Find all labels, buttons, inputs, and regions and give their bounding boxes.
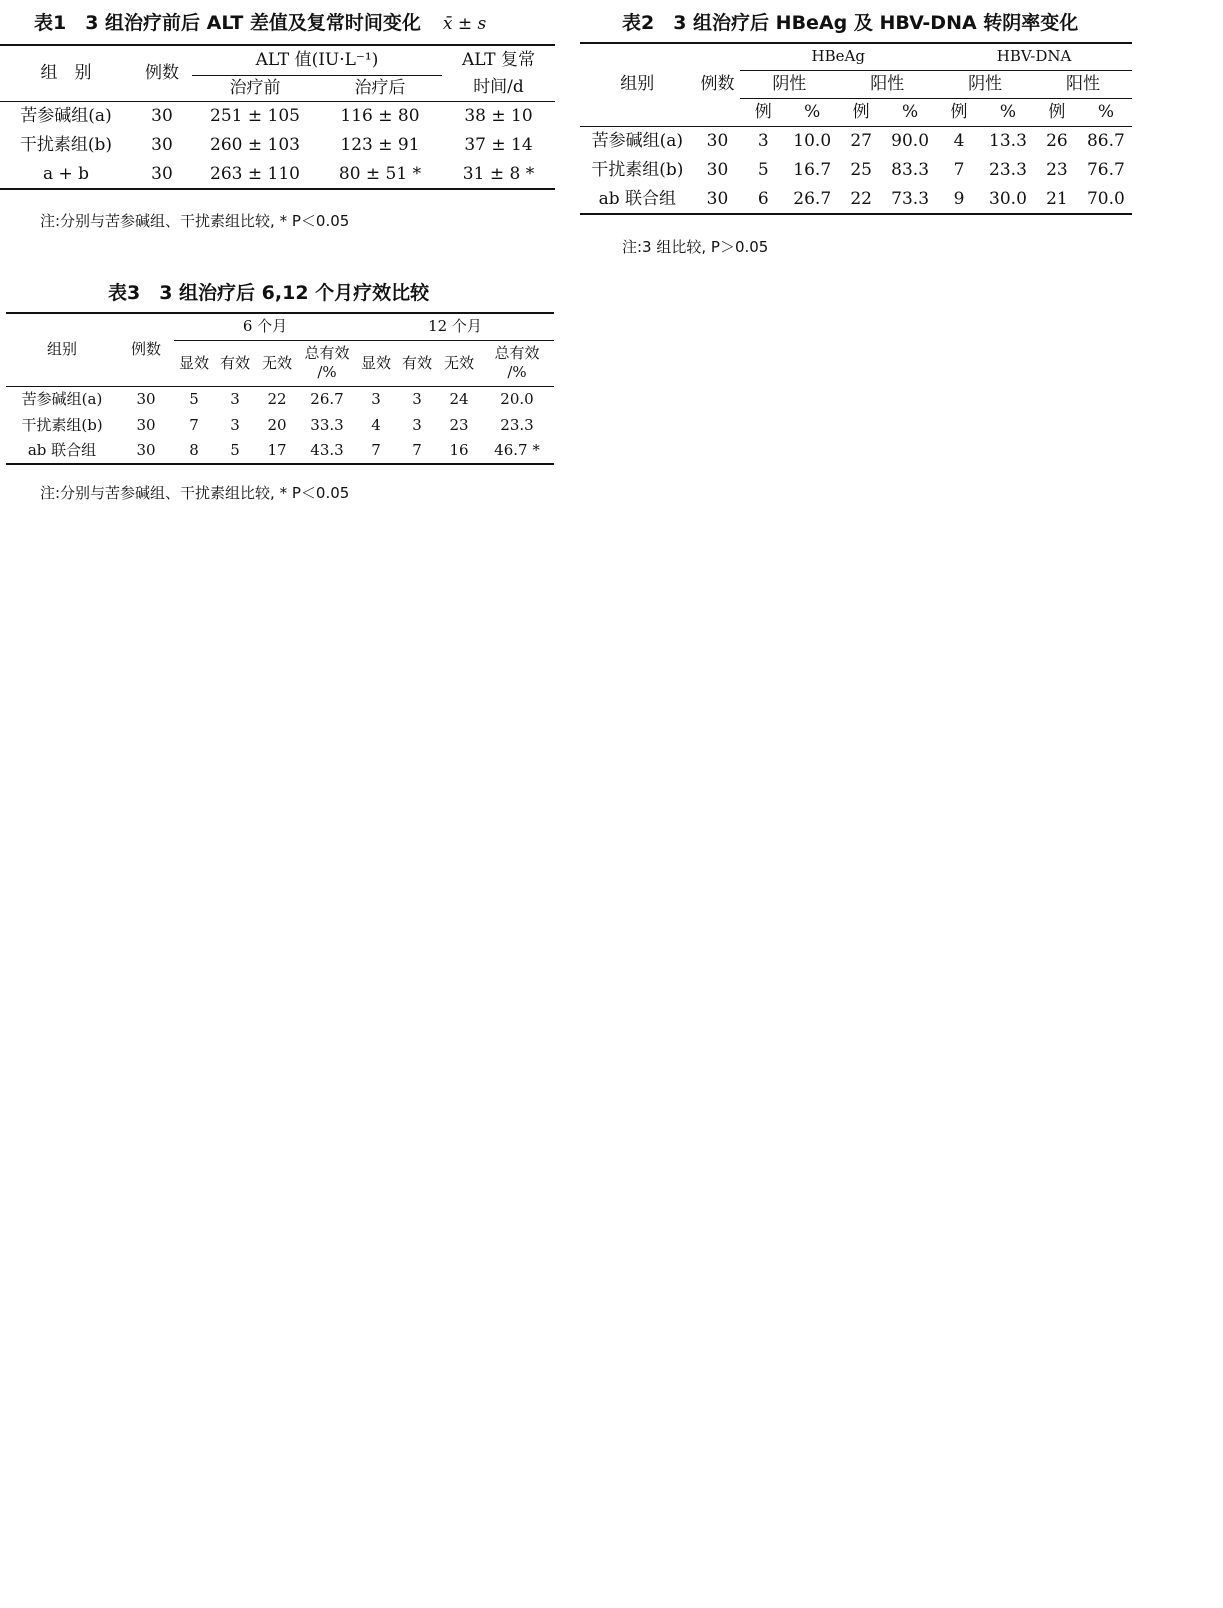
t1-r2-cases: 30 xyxy=(151,163,173,184)
t2-sub-pct-2: % xyxy=(902,101,919,122)
t1-r1-after: 123 ± 91 xyxy=(340,135,420,155)
t3-sub-total-6-l1: 总有效 xyxy=(304,343,350,362)
t1-header-group: 组 别 xyxy=(0,45,132,101)
t3-sub-ineffective-6: 无效 xyxy=(261,353,292,372)
t2-cell: 7 xyxy=(953,160,965,180)
t2-cell: 9 xyxy=(953,188,965,209)
t1-r0-after: 116 ± 80 xyxy=(340,105,420,126)
t3-cell: 5 xyxy=(230,441,240,459)
t1-header-recovery-2: 时间/d xyxy=(473,77,524,98)
t1-r2-before: 263 ± 110 xyxy=(210,163,300,184)
t3-sub-marked-6: 显效 xyxy=(178,353,209,372)
t1-r0-cases: 30 xyxy=(151,105,173,126)
t3-sub-effective-6: 有效 xyxy=(219,353,250,372)
t1-r0-group: 苦参碱组(a) xyxy=(20,105,112,126)
t2-r1-cases: 30 xyxy=(706,160,729,180)
t3-cell: 3 xyxy=(371,390,381,409)
t1-r1-group: 干扰素组(b) xyxy=(19,135,113,155)
t3-r1-group: 干扰素组(b) xyxy=(21,416,103,434)
t2-cell: 21 xyxy=(1046,188,1068,209)
t3-cell: 4 xyxy=(371,416,381,434)
t2-cell: 3 xyxy=(757,130,769,151)
t3-cell: 3 xyxy=(412,416,422,434)
t3-cell: 23.3 xyxy=(500,416,534,434)
t3-r1-cases: 30 xyxy=(136,416,156,434)
t2-cell: 27 xyxy=(850,130,872,151)
t2-cell: 23 xyxy=(1046,160,1068,180)
t2-header-hbvdna: HBV-DNA xyxy=(936,43,1132,70)
t2-sub-n-1: 例 xyxy=(754,101,772,122)
t1-r0-before: 251 ± 105 xyxy=(210,105,300,126)
t1-r1-cases: 30 xyxy=(151,135,173,155)
t2-cell: 30.0 xyxy=(989,188,1027,209)
t1-r1-before: 260 ± 103 xyxy=(210,135,300,155)
table-row xyxy=(6,386,554,413)
t2-cell: 4 xyxy=(953,130,965,151)
t3-cell: 16 xyxy=(449,441,469,459)
t3-cell: 3 xyxy=(230,416,240,434)
t3-cell: 7 xyxy=(412,441,422,459)
t1-r0-recovery: 38 ± 10 xyxy=(464,105,533,126)
t2-cell: 83.3 xyxy=(891,160,930,180)
table-row xyxy=(0,160,555,189)
t3-cell: 17 xyxy=(267,441,287,459)
table-2-caption: 表2 3 组治疗后 HBeAg 及 HBV-DNA 转阴率变化 xyxy=(622,12,1079,34)
t3-header-6m: 6 个月 xyxy=(174,313,356,340)
t2-cell: 16.7 xyxy=(793,160,832,180)
t1-header-after: 治疗后 xyxy=(354,77,406,98)
table-1-grid xyxy=(0,44,555,190)
t2-cell: 70.0 xyxy=(1086,188,1125,209)
t2-cell: 23.3 xyxy=(989,160,1027,180)
t2-cell: 26 xyxy=(1046,130,1068,151)
t2-header-group: 组别 xyxy=(620,74,655,95)
t3-sub-total-12 xyxy=(480,340,554,386)
t2-header-hbvdna-pos: 阳性 xyxy=(1034,70,1132,98)
table-3-caption: 表3 3 组治疗后 6,12 个月疗效比较 xyxy=(108,282,430,304)
t2-sub-n-2: 例 xyxy=(852,101,870,122)
table-row xyxy=(6,438,554,464)
t2-header-hbvdna-neg: 阴性 xyxy=(936,70,1034,98)
t3-cell: 20 xyxy=(267,416,287,434)
t3-cell: 23 xyxy=(449,416,469,434)
t1-r2-group: a + b xyxy=(42,163,90,184)
t2-sub-pct-4: % xyxy=(1097,101,1114,122)
t2-sub-pct-1: % xyxy=(804,101,821,122)
t3-r0-group: 苦参碱组(a) xyxy=(21,390,103,409)
t3-sub-marked-12: 显效 xyxy=(360,353,391,372)
t2-cell: 5 xyxy=(757,160,769,180)
t3-cell: 5 xyxy=(189,390,199,409)
t1-header-recovery-1: ALT 复常 xyxy=(462,50,535,70)
t2-sub-n-3: 例 xyxy=(950,101,968,122)
t3-cell: 3 xyxy=(230,390,240,409)
table-1-note: 注:分别与苦参碱组、干扰素组比较, * P＜0.05 xyxy=(40,212,350,230)
table-row xyxy=(0,101,555,131)
t3-header-12m: 12 个月 xyxy=(356,313,554,340)
t3-cell: 33.3 xyxy=(310,416,344,434)
t3-cell: 7 xyxy=(189,416,199,434)
t2-cell: 76.7 xyxy=(1086,160,1125,180)
t3-header-group: 组别 xyxy=(6,313,118,386)
t2-header-hbeag-neg: 阴性 xyxy=(740,70,838,98)
t2-cell: 10.0 xyxy=(793,130,832,151)
t2-r2-group: ab 联合组 xyxy=(598,188,676,209)
t3-sub-total-6 xyxy=(298,340,356,386)
t2-cell: 22 xyxy=(850,188,872,209)
t1-r2-after: 80 ± 51 * xyxy=(338,163,422,184)
table-row xyxy=(580,185,1132,214)
t3-r2-group: ab 联合组 xyxy=(27,441,97,459)
t2-cell: 6 xyxy=(757,188,769,209)
table-3-grid xyxy=(6,312,554,465)
t3-sub-effective-12: 有效 xyxy=(401,353,432,372)
t1-header-alt: ALT 值(IU·L⁻¹) xyxy=(192,45,442,75)
t3-sub-ineffective-12: 无效 xyxy=(443,353,474,372)
t3-sub-total-12-l2: /% xyxy=(507,363,527,381)
t2-header-hbeag-pos: 阳性 xyxy=(838,70,936,98)
t3-cell: 8 xyxy=(189,441,199,459)
t1-r1-recovery: 37 ± 14 xyxy=(464,135,533,155)
t3-cell: 3 xyxy=(412,390,422,409)
t1-header-before: 治疗前 xyxy=(229,77,281,98)
t3-cell: 7 xyxy=(371,441,381,459)
table-row xyxy=(0,131,555,160)
t1-r2-recovery: 31 ± 8 * xyxy=(462,163,535,184)
table-1-title: 表1 3 组治疗前后 ALT 差值及复常时间变化 xyxy=(34,12,421,34)
table-2-grid xyxy=(580,42,1132,215)
table-1-symbol: x̄ ± s xyxy=(442,14,487,34)
t2-r0-cases: 30 xyxy=(706,130,729,151)
table-1-caption xyxy=(34,8,486,35)
t2-sub-n-4: 例 xyxy=(1048,101,1066,122)
t3-r0-cases: 30 xyxy=(136,390,156,409)
t2-cell: 90.0 xyxy=(891,130,930,151)
t2-cell: 25 xyxy=(850,160,872,180)
table-row xyxy=(6,413,554,438)
table-2-note: 注:3 组比较, P＞0.05 xyxy=(622,238,769,256)
t2-r1-group: 干扰素组(b) xyxy=(591,160,684,180)
t2-r2-cases: 30 xyxy=(706,188,729,209)
t2-sub-pct-3: % xyxy=(999,101,1017,122)
t2-header-cases: 例数 xyxy=(700,74,735,95)
t3-cell: 26.7 xyxy=(310,390,344,409)
t3-cell: 24 xyxy=(449,390,469,409)
t3-sub-total-12-l1: 总有效 xyxy=(494,343,540,362)
t2-cell: 73.3 xyxy=(891,188,930,209)
t3-cell: 46.7 * xyxy=(494,441,540,459)
table-row xyxy=(580,126,1132,156)
t2-cell: 26.7 xyxy=(793,188,832,209)
t3-cell: 43.3 xyxy=(310,441,344,459)
t3-sub-total-6-l2: /% xyxy=(317,363,337,381)
t2-cell: 13.3 xyxy=(989,130,1027,151)
t2-header-hbeag: HBeAg xyxy=(740,43,936,70)
t2-r0-group: 苦参碱组(a) xyxy=(591,130,683,151)
table-row xyxy=(580,156,1132,185)
t1-header-cases: 例数 xyxy=(132,45,192,101)
t3-cell: 20.0 xyxy=(500,390,534,409)
t3-header-cases: 例数 xyxy=(118,313,174,386)
t3-cell: 22 xyxy=(267,390,287,409)
t3-r2-cases: 30 xyxy=(136,441,156,459)
t2-cell: 86.7 xyxy=(1086,130,1125,151)
table-3-note: 注:分别与苦参碱组、干扰素组比较, * P＜0.05 xyxy=(40,484,350,502)
